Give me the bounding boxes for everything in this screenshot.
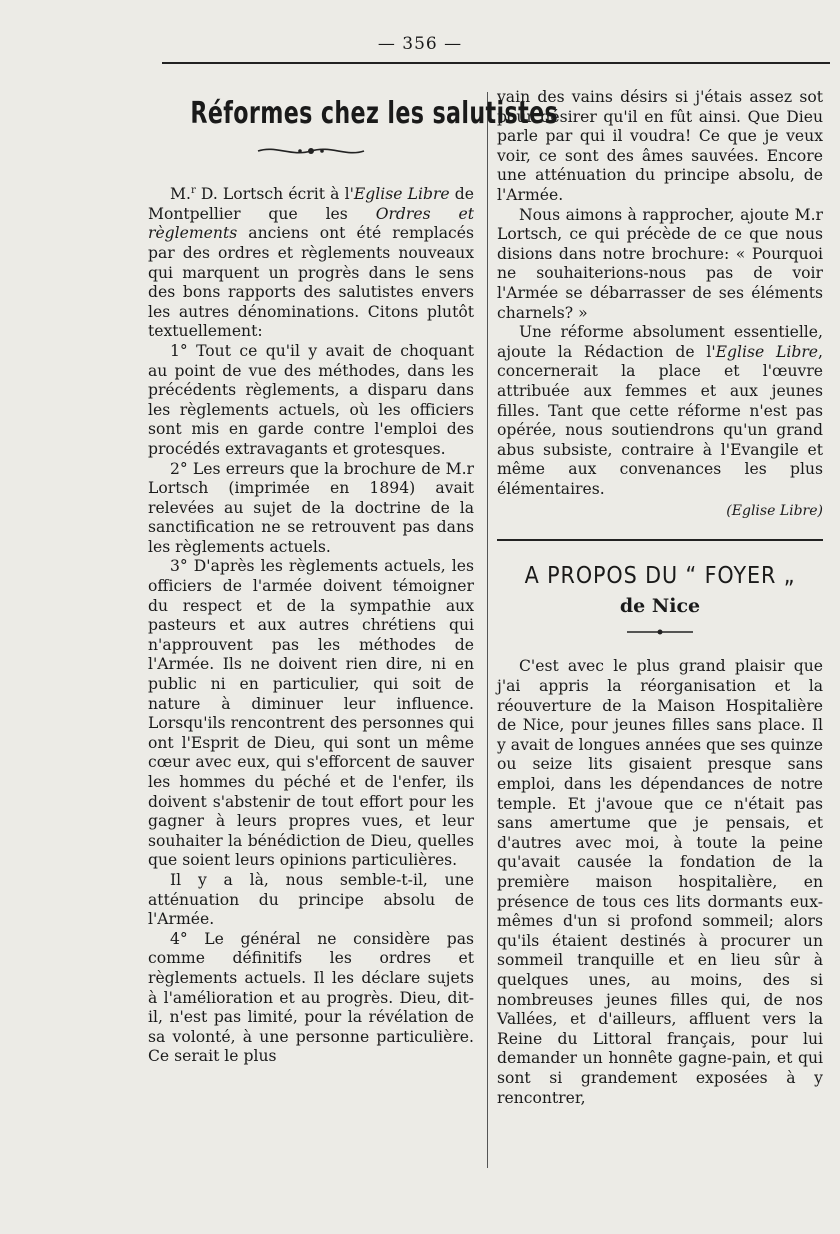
decorative-flourish-icon [256, 143, 366, 159]
paragraph: Une réforme absolument essentielle, ajoute la Rédaction de l'Eglise Libre, concernerait la place et l'œuvre attribuée aux femmes et aux jeunes filles. Tant que cette réforme n'est pas opérée, nous soutiendrons qu'un grand abus subsiste, contraire à l'Evangile et même aux convenances les plus élémentaires. [497, 323, 823, 498]
paragraph: 2° Les erreurs que la brochure de M.r Lortsch (imprimée en 1894) avait relevées au sujet de la doctrine de la sanctification ne se retrouvent pas dans les règlements actuels. [148, 459, 474, 556]
paragraph: Il y a là, nous semble-t-il, une atténuation du principe absolu de l'Armée. [148, 870, 474, 929]
left-column [148, 88, 559, 1067]
right-column [497, 88, 823, 1108]
paragraph: Nous aimons à rapprocher, ajoute M.r Lortsch, ce qui précède de ce que nous disions dans notre brochure: « Pourquoi ne souhaiterions-nous pas de voir l'Armée se débarrasser de ses éléments charnels? » [497, 205, 823, 322]
page-number: — 356 — [377, 34, 463, 54]
column-divider [487, 92, 488, 1168]
paragraph: M.$^r$ D. Lortsch écrit à l'Eglise Libre de Montpellier que les Ordres et règlements anciens ont été remplacés par des ordres et règlements nouveaux qui marquent un progrès dans le sens des bons rapports des salutistes envers les autres dénominations. Citons plutôt textuellement: [148, 185, 474, 341]
paragraph: vain des vains désirs si j'étais assez sot pour désirer qu'il en fût ainsi. Que Dieu parle par qui il voudra! Ce que je veux voir, ce sont des âmes sauvées. Encore une atténuation du principe absolu, de l'Armée. [497, 88, 823, 204]
paragraph: 3° D'après les règlements actuels, les officiers de l'armée doivent témoigner du respect et de la sympathie aux pasteurs et aux autres chrétiens qui n'approuvent pas les méthodes de l'Armée. Ils ne doivent rien dire, ni en public ni en particulier, qui soit de nature à diminuer leur influence. Lorsqu'ils rencontrent des personnes qui ont l'Esprit de Dieu, qui sont un même cœur avec eux, qui s'efforcent de sauver les hommes du péché et de l'enfer, ils doivent s'abstenir de tout effort pour les gagner à leurs propres vues, et leur souhaiter la bénédiction de Dieu, quelles que soient leurs opinions particulières. [148, 557, 474, 870]
right-article-subtitle: de Nice [619, 595, 701, 618]
article-signature: (Eglise Libre) [726, 503, 823, 520]
paragraph: 4° Le général ne considère pas comme définitifs les ordres et règlements actuels. Il les déclare sujets à l'amélioration et au progrès. Dieu, dit-il, n'est pas limité, pour la révélation de sa volonté, à une personne particulière. Ce serait le plus [148, 929, 474, 1066]
left-article-title: Réformes chez les salutistes [190, 96, 559, 131]
small-flourish-icon [625, 627, 695, 637]
header-rule [162, 62, 830, 64]
paragraph: 1° Tout ce qu'il y avait de choquant au point de vue des méthodes, dans les précédents règlements, a disparu dans les règlements actuels, où les officiers sont mis en garde contre l'emploi des procédés extravagants et grotesques. [148, 341, 474, 458]
section-rule [497, 539, 823, 541]
paragraph: C'est avec le plus grand plaisir que j'ai appris la réorganisation et la réouverture de la Maison Hospitalière de Nice, pour jeunes filles sans place. Il y avait de longues années que ses quinze ou seize lits gisaient presque sans emploi, dans les dépendances de notre temple. Et j'avoue que ce n'était pas sans amertume que je pensais, et d'autres avec moi, à toute la peine qu'avait causée la fondation de la première maison hospitalière, en présence de tous ces lits dormants eux-mêmes d'un si profond sommeil; alors qu'ils étaient destinés à procurer un sommeil tranquille et en lieu sûr à quelques unes, au moins, des si nombreuses jeunes filles qui, de nos Vallées, et d'ailleurs, affluent vers la Reine du Littoral français, pour lui demander un honnête gagne-pain, et qui sont si grandement exposées à y rencontrer, [497, 657, 823, 1107]
right-article-title: A PROPOS DU “ FOYER „ [524, 563, 796, 590]
